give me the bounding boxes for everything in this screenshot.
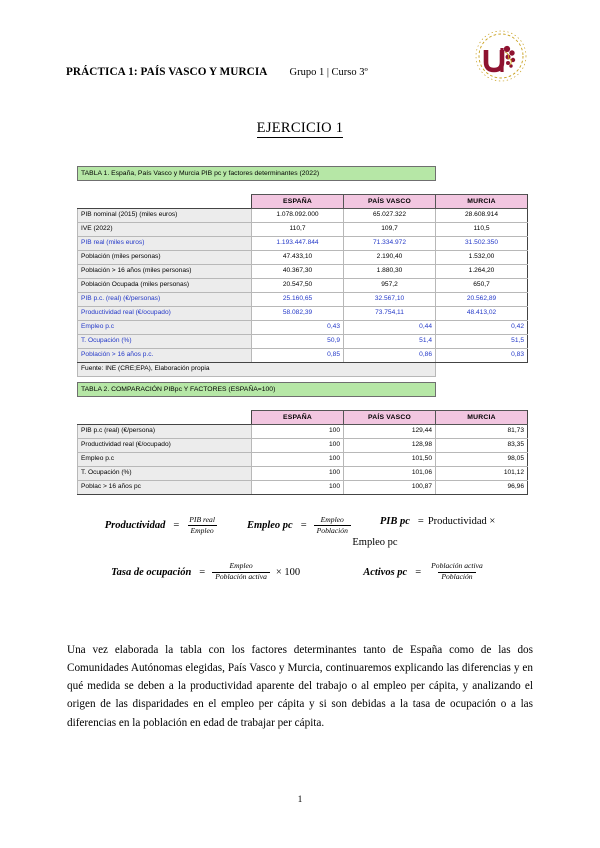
table1-header-blank bbox=[78, 195, 252, 209]
cell-value: 47.433,10 bbox=[252, 251, 344, 265]
table-row bbox=[78, 307, 528, 321]
table1 bbox=[77, 166, 528, 377]
cell-value: 48.413,02 bbox=[436, 307, 528, 321]
table-row bbox=[78, 481, 528, 495]
formula-productividad bbox=[105, 516, 221, 535]
table-row bbox=[78, 237, 528, 251]
cell-value: 650,7 bbox=[436, 279, 528, 293]
cell-value: 100 bbox=[252, 467, 344, 481]
fraction-denominator: Población bbox=[314, 525, 351, 535]
table-row bbox=[78, 209, 528, 223]
gap-cell bbox=[252, 397, 344, 411]
cell-value: 51,4 bbox=[344, 335, 436, 349]
cell-value: 129,44 bbox=[344, 425, 436, 439]
page-header bbox=[0, 0, 600, 110]
equals-sign: = bbox=[300, 520, 307, 532]
row-label: Población > 16 años (miles personas) bbox=[78, 265, 252, 279]
table-row bbox=[78, 453, 528, 467]
cell-value: 20.562,89 bbox=[436, 293, 528, 307]
gap-cell bbox=[78, 397, 252, 411]
cell-value: 51,5 bbox=[436, 335, 528, 349]
cell-value: 40.367,30 bbox=[252, 265, 344, 279]
formula-name: Tasa de ocupación bbox=[111, 566, 192, 578]
table2-gap-row bbox=[78, 397, 528, 411]
table1-title-pad bbox=[436, 167, 528, 181]
table1-body bbox=[78, 167, 528, 377]
cell-value: 0,44 bbox=[344, 321, 436, 335]
fraction bbox=[212, 562, 270, 581]
row-label: Productividad real (€/ocupado) bbox=[78, 307, 252, 321]
fraction-numerator: PIB real bbox=[189, 515, 215, 524]
cell-value: 28.608.914 bbox=[436, 209, 528, 223]
section-title bbox=[0, 120, 600, 137]
cell-value: 1.532,00 bbox=[436, 251, 528, 265]
cell-value: 0,85 bbox=[252, 349, 344, 363]
table2-header-espana: ESPAÑA bbox=[252, 411, 344, 425]
table1-container bbox=[77, 166, 528, 377]
cell-value: 96,96 bbox=[436, 481, 528, 495]
cell-value: 71.334.972 bbox=[344, 237, 436, 251]
table2-title-row bbox=[78, 383, 528, 397]
cell-value: 110,5 bbox=[436, 223, 528, 237]
cell-value: 100,87 bbox=[344, 481, 436, 495]
practice-title: PRÁCTICA 1: PAÍS VASCO Y MURCIA bbox=[66, 66, 268, 78]
fraction-numerator: Población activa bbox=[431, 561, 483, 571]
formula-tail: × 100 bbox=[275, 566, 301, 578]
row-label: PIB p.c. (real) (€/personas) bbox=[78, 293, 252, 307]
universidad-logo-icon bbox=[472, 28, 530, 86]
formula-activos-pc bbox=[363, 562, 489, 581]
equals-sign: = bbox=[415, 566, 422, 578]
cell-value: 0,83 bbox=[436, 349, 528, 363]
row-label: PIB real (miles euros) bbox=[78, 237, 252, 251]
table-row bbox=[78, 425, 528, 439]
cell-value: 101,06 bbox=[344, 467, 436, 481]
row-label: Poblac > 16 años pc bbox=[78, 481, 252, 495]
cell-value: 100 bbox=[252, 481, 344, 495]
table1-title: TABLA 1. España, País Vasco y Murcia PIB pc y factores determinantes (2022) bbox=[78, 167, 436, 181]
cell-value: 32.567,10 bbox=[344, 293, 436, 307]
table-row bbox=[78, 223, 528, 237]
header-title-line bbox=[66, 62, 368, 80]
row-label: Productividad real (€/ocupado) bbox=[78, 439, 252, 453]
cell-value: 100 bbox=[252, 439, 344, 453]
table2-header-paisvasco: PAÍS VASCO bbox=[344, 411, 436, 425]
fraction-numerator: Empleo bbox=[229, 561, 253, 571]
cell-value: 1.264,20 bbox=[436, 265, 528, 279]
fraction-denominator: Empleo bbox=[188, 525, 217, 535]
table1-title-row bbox=[78, 167, 528, 181]
formula-name: Productividad bbox=[104, 520, 166, 532]
cell-value: 100 bbox=[252, 453, 344, 467]
row-label: Población (miles personas) bbox=[78, 251, 252, 265]
cell-value: 101,50 bbox=[344, 453, 436, 467]
table2-title-pad bbox=[436, 383, 528, 397]
cell-value: 2.190,40 bbox=[344, 251, 436, 265]
row-label: T. Ocupación (%) bbox=[78, 335, 252, 349]
cell-value: 50,9 bbox=[252, 335, 344, 349]
cell-value: 83,35 bbox=[436, 439, 528, 453]
table1-source-pad bbox=[436, 363, 528, 377]
row-label: T. Ocupación (%) bbox=[78, 467, 252, 481]
table2-body bbox=[78, 383, 528, 495]
cell-value: 81,73 bbox=[436, 425, 528, 439]
row-label: Población Ocupada (miles personas) bbox=[78, 279, 252, 293]
cell-value: 128,98 bbox=[344, 439, 436, 453]
row-label: Empleo p.c bbox=[78, 453, 252, 467]
page-number: 1 bbox=[297, 795, 303, 805]
cell-value: 31.502.350 bbox=[436, 237, 528, 251]
equals-sign: = bbox=[173, 520, 180, 532]
table-row bbox=[78, 293, 528, 307]
gap-cell bbox=[344, 181, 436, 195]
cell-value: 65.027.322 bbox=[344, 209, 436, 223]
table1-header-row bbox=[78, 195, 528, 209]
fraction-denominator: Población bbox=[438, 572, 475, 582]
row-label: IVE (2022) bbox=[78, 223, 252, 237]
cell-value: 1.193.447.844 bbox=[252, 237, 344, 251]
formula-name: Empleo pc bbox=[246, 520, 293, 532]
row-label: Población > 16 años p.c. bbox=[78, 349, 252, 363]
table2-title: TABLA 2. COMPARACIÓN PIBpc Y FACTORES (ESPAÑA=100) bbox=[78, 383, 436, 397]
table-row bbox=[78, 321, 528, 335]
table-row bbox=[78, 467, 528, 481]
table-row bbox=[78, 251, 528, 265]
body-paragraph: Una vez elaborada la tabla con los factores determinantes tanto de España como de las dos Comunidades Autónomas elegidas, País Vasco y Murcia, continuaremos explicando las diferencias y en qué medida se deben a la productividad aparente del trabajo o al empleo per cápita, y analizando el origen de las disparidades en el empleo per cápita y si son debidas a la tasa de ocupación o a las diferencias en la población en edad de trabajar per cápita. bbox=[67, 644, 533, 729]
table2-container bbox=[77, 382, 528, 495]
cell-value: 100 bbox=[252, 425, 344, 439]
fraction bbox=[428, 562, 486, 581]
gap-cell bbox=[436, 397, 528, 411]
formula-name: PIB pc bbox=[379, 516, 410, 527]
table1-source: Fuente: INE (CRE;EPA), Elaboración propia bbox=[78, 363, 436, 377]
table2 bbox=[77, 382, 528, 495]
formula-row-2 bbox=[0, 562, 600, 581]
formula-row-1 bbox=[0, 516, 600, 535]
gap-cell bbox=[436, 181, 528, 195]
cell-value: 98,05 bbox=[436, 453, 528, 467]
cell-value: 25.160,65 bbox=[252, 293, 344, 307]
table-row bbox=[78, 439, 528, 453]
formulas-block bbox=[0, 516, 600, 584]
cell-value: 58.082,39 bbox=[252, 307, 344, 321]
fraction-denominator: Población activa bbox=[212, 572, 270, 582]
equals-sign: = bbox=[199, 566, 206, 578]
cell-value: 957,2 bbox=[344, 279, 436, 293]
cell-value: 0,43 bbox=[252, 321, 344, 335]
fraction bbox=[314, 516, 351, 535]
formula-empleo-pc bbox=[247, 516, 354, 535]
table1-source-row bbox=[78, 363, 528, 377]
formula-expression: Productividad × bbox=[427, 516, 496, 527]
section-title-text: EJERCICIO 1 bbox=[256, 120, 344, 136]
row-label: Empleo p.c bbox=[78, 321, 252, 335]
cell-value: 73.754,11 bbox=[344, 307, 436, 321]
formula-pib-pc bbox=[380, 516, 495, 527]
cell-value: 109,7 bbox=[344, 223, 436, 237]
table2-header-blank bbox=[78, 411, 252, 425]
cell-value: 101,12 bbox=[436, 467, 528, 481]
table2-header-murcia: MURCIA bbox=[436, 411, 528, 425]
table-row bbox=[78, 335, 528, 349]
table1-header-murcia: MURCIA bbox=[436, 195, 528, 209]
formula-pib-pc-continuation: Empleo pc bbox=[352, 537, 398, 549]
cell-value: 0,86 bbox=[344, 349, 436, 363]
table-row bbox=[78, 279, 528, 293]
table1-header-paisvasco: PAÍS VASCO bbox=[344, 195, 436, 209]
formula-tasa-ocupacion bbox=[111, 562, 303, 581]
cell-value: 1.880,30 bbox=[344, 265, 436, 279]
fraction-numerator: Empleo bbox=[320, 515, 344, 524]
equals-sign: = bbox=[417, 516, 424, 527]
cell-value: 110,7 bbox=[252, 223, 344, 237]
gap-cell bbox=[252, 181, 344, 195]
cell-value: 0,42 bbox=[436, 321, 528, 335]
table1-gap-row bbox=[78, 181, 528, 195]
formula-name: Activos pc bbox=[363, 566, 408, 578]
row-label: PIB p.c (real) (€/persona) bbox=[78, 425, 252, 439]
row-label: PIB nominal (2015) (miles euros) bbox=[78, 209, 252, 223]
table-row bbox=[78, 349, 528, 363]
table1-header-espana: ESPAÑA bbox=[252, 195, 344, 209]
table2-header-row bbox=[78, 411, 528, 425]
table-row bbox=[78, 265, 528, 279]
gap-cell bbox=[78, 181, 252, 195]
gap-cell bbox=[344, 397, 436, 411]
cell-value: 20.547,50 bbox=[252, 279, 344, 293]
fraction bbox=[186, 516, 218, 535]
group-course-label: Grupo 1 | Curso 3º bbox=[289, 67, 368, 78]
cell-value: 1.078.092.000 bbox=[252, 209, 344, 223]
